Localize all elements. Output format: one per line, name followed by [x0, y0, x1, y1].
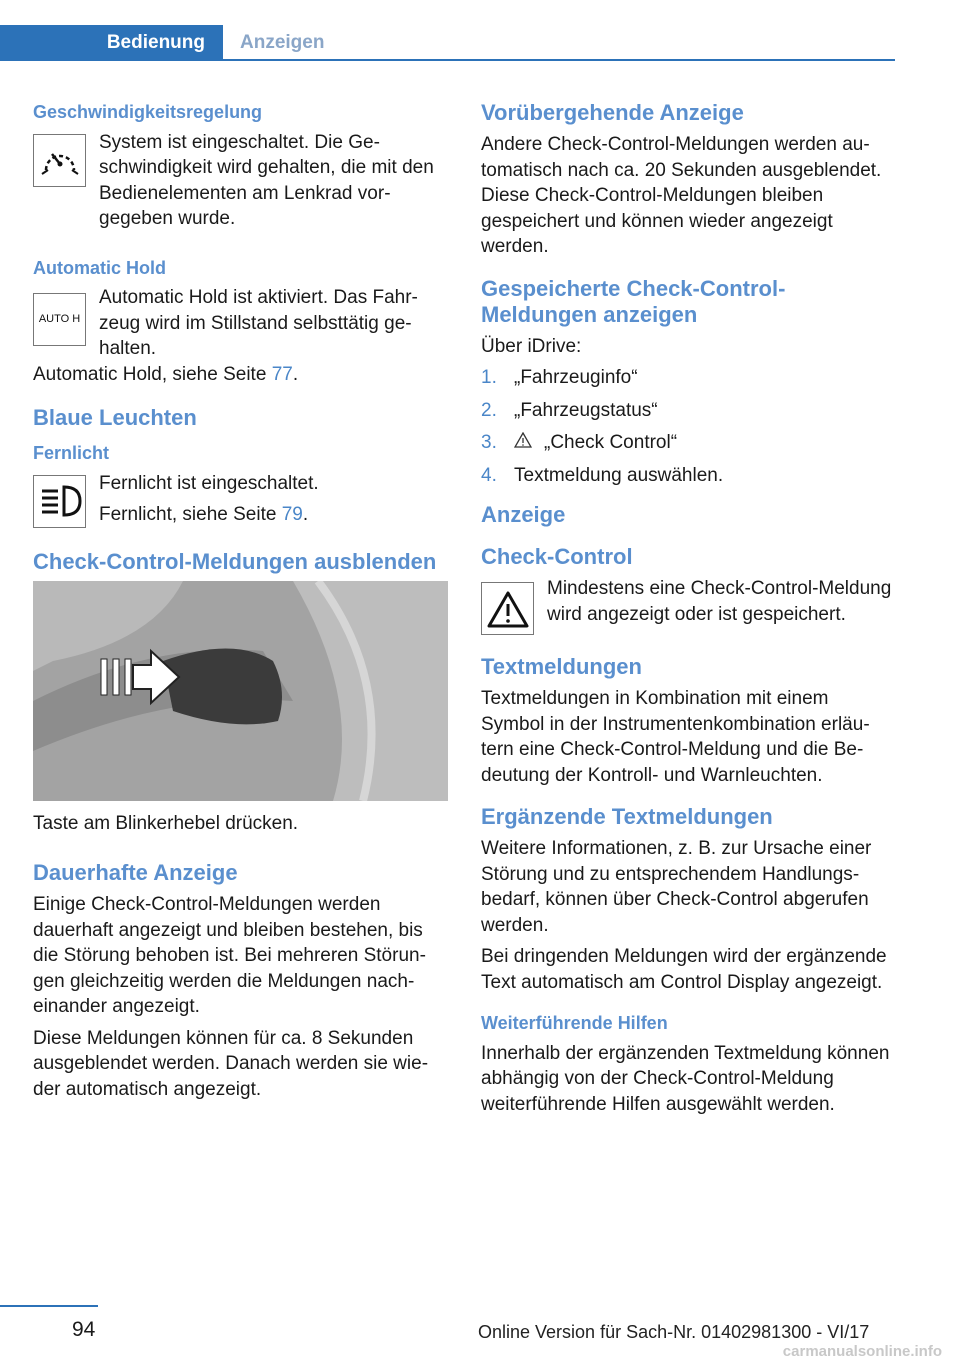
further-heading: Weiterführende Hilfen: [481, 1013, 668, 1033]
permanent-p2: Diese Meldungen können für ca. 8 Sekunden ausgeblendet werden. Danach werden sie wieder automatisch angezeigt.: [33, 1027, 429, 1100]
fernlicht-text: Fernlicht ist eingeschaltet. Fernlicht, siehe Seite 79.: [33, 471, 448, 528]
autohold-heading: Automatic Hold: [33, 257, 166, 278]
autohold-reference: Automatic Hold, siehe Seite 77.: [33, 363, 299, 385]
header-tabs: [0, 25, 895, 61]
stored-heading: Gespeicherte Check-Control-Meldungen anzeigen: [481, 275, 786, 327]
footer-line: [0, 1305, 98, 1307]
left-column: [33, 100, 448, 1108]
fernlicht-row: [33, 471, 448, 535]
page-number: 94: [72, 1318, 96, 1341]
list-item: 1. „Fahrzeuginfo“: [481, 367, 638, 388]
supplementary-p1: Weitere Informationen, z. B. zur Ursache einer Störung und zu entsprechendem Handlungsbedarf, können über Check-Control abgerufen werden.: [481, 838, 872, 936]
turn-signal-lever-photo: [33, 581, 448, 801]
hide-messages-heading: Check-Control-Meldungen ausblenden: [33, 548, 437, 574]
tab-bedienung[interactable]: Bedienung: [0, 25, 223, 61]
permanent-p1: Einige Check-Control-Meldungen werden dauerhaft angezeigt und bleiben bestehen, bis die Störung behoben ist. Bei mehreren Störungen gleichzeitig werden die Meldungen nacheinander angezeigt.: [33, 894, 426, 1017]
supplementary-heading: Ergänzende Textmeldungen: [481, 804, 773, 829]
permanent-heading: Dauerhafte Anzeige: [33, 860, 238, 885]
warning-triangle-icon: [481, 582, 534, 635]
temporary-heading: Vorübergehende Anzeige: [481, 100, 744, 125]
autohold-row: [33, 285, 448, 362]
small-warning-icon: [514, 430, 532, 456]
speedometer-icon: [33, 134, 86, 187]
checkcontrol-heading: Check-Control: [481, 544, 633, 569]
speed-heading: Geschwindigkeitsregelung: [33, 102, 263, 122]
high-beam-icon: [33, 475, 86, 528]
online-version-text: Online Version für Sach-Nr. 01402981300 - VI/17: [478, 1322, 870, 1342]
watermark: carmanualsonline.info: [782, 1343, 942, 1360]
right-column: [481, 100, 895, 1123]
stored-intro: Über iDrive:: [481, 335, 582, 357]
tab-anzeigen[interactable]: Anzeigen: [240, 32, 325, 53]
speed-row: [33, 130, 448, 232]
speed-text: System ist eingeschaltet. Die Geschwindigkeit wird gehalten, die mit den Bedienelementen am Lenkrad vorgegeben wurde.: [99, 131, 434, 229]
list-item: 3. „Check Control“: [481, 430, 895, 456]
textmsgs-heading: Textmeldungen: [481, 654, 642, 679]
fernlicht-reference: Fernlicht, siehe Seite 79.: [99, 504, 309, 525]
idrive-steps: [481, 365, 895, 488]
list-item: 4. Textmeldung auswählen.: [481, 464, 724, 486]
autohold-text: Automatic Hold ist aktiviert. Das Fahrzeug wird im Stillstand selbsttätig gehalten.: [99, 287, 418, 359]
supplementary-p2: Bei dringenden Meldungen wird der ergänzende Text automatisch am Control Display angezeigt.: [481, 946, 887, 993]
temporary-p1: Andere Check-Control-Meldungen werden automatisch nach ca. 20 Sekunden ausgeblendet. Diese Check-Control-Meldungen bleiben gespeichert und können wieder angezeigt werden.: [481, 134, 882, 257]
auto-hold-icon: AUTO H: [33, 293, 86, 346]
display-heading: Anzeige: [481, 502, 566, 527]
checkcontrol-text: Mindestens eine Check-Control-Meldung wird angezeigt oder ist gespeichert.: [547, 578, 892, 625]
list-item: 2. „Fahrzeugstatus“: [481, 399, 658, 421]
tab-underline: [223, 59, 895, 61]
checkcontrol-row: [481, 576, 895, 640]
fernlicht-heading: Fernlicht: [33, 443, 110, 463]
blue-lights-heading: Blaue Leuchten: [33, 405, 197, 430]
page-link-79[interactable]: 79: [281, 504, 303, 525]
textmsgs-p1: Textmeldungen in Kombination mit einem Symbol in der Instrumentenkombination erläutern eine Check-Control-Meldung und die Bedeutung der Kontroll- und Warnleuchten.: [481, 688, 870, 786]
photo-caption: Taste am Blinkerhebel drücken.: [33, 812, 299, 834]
further-p1: Innerhalb der ergänzenden Textmeldung können abhängig von der Check-Control-Meldung weiterführende Hilfen ausgewählt werden.: [481, 1042, 890, 1115]
page-link-77[interactable]: 77: [271, 363, 293, 385]
